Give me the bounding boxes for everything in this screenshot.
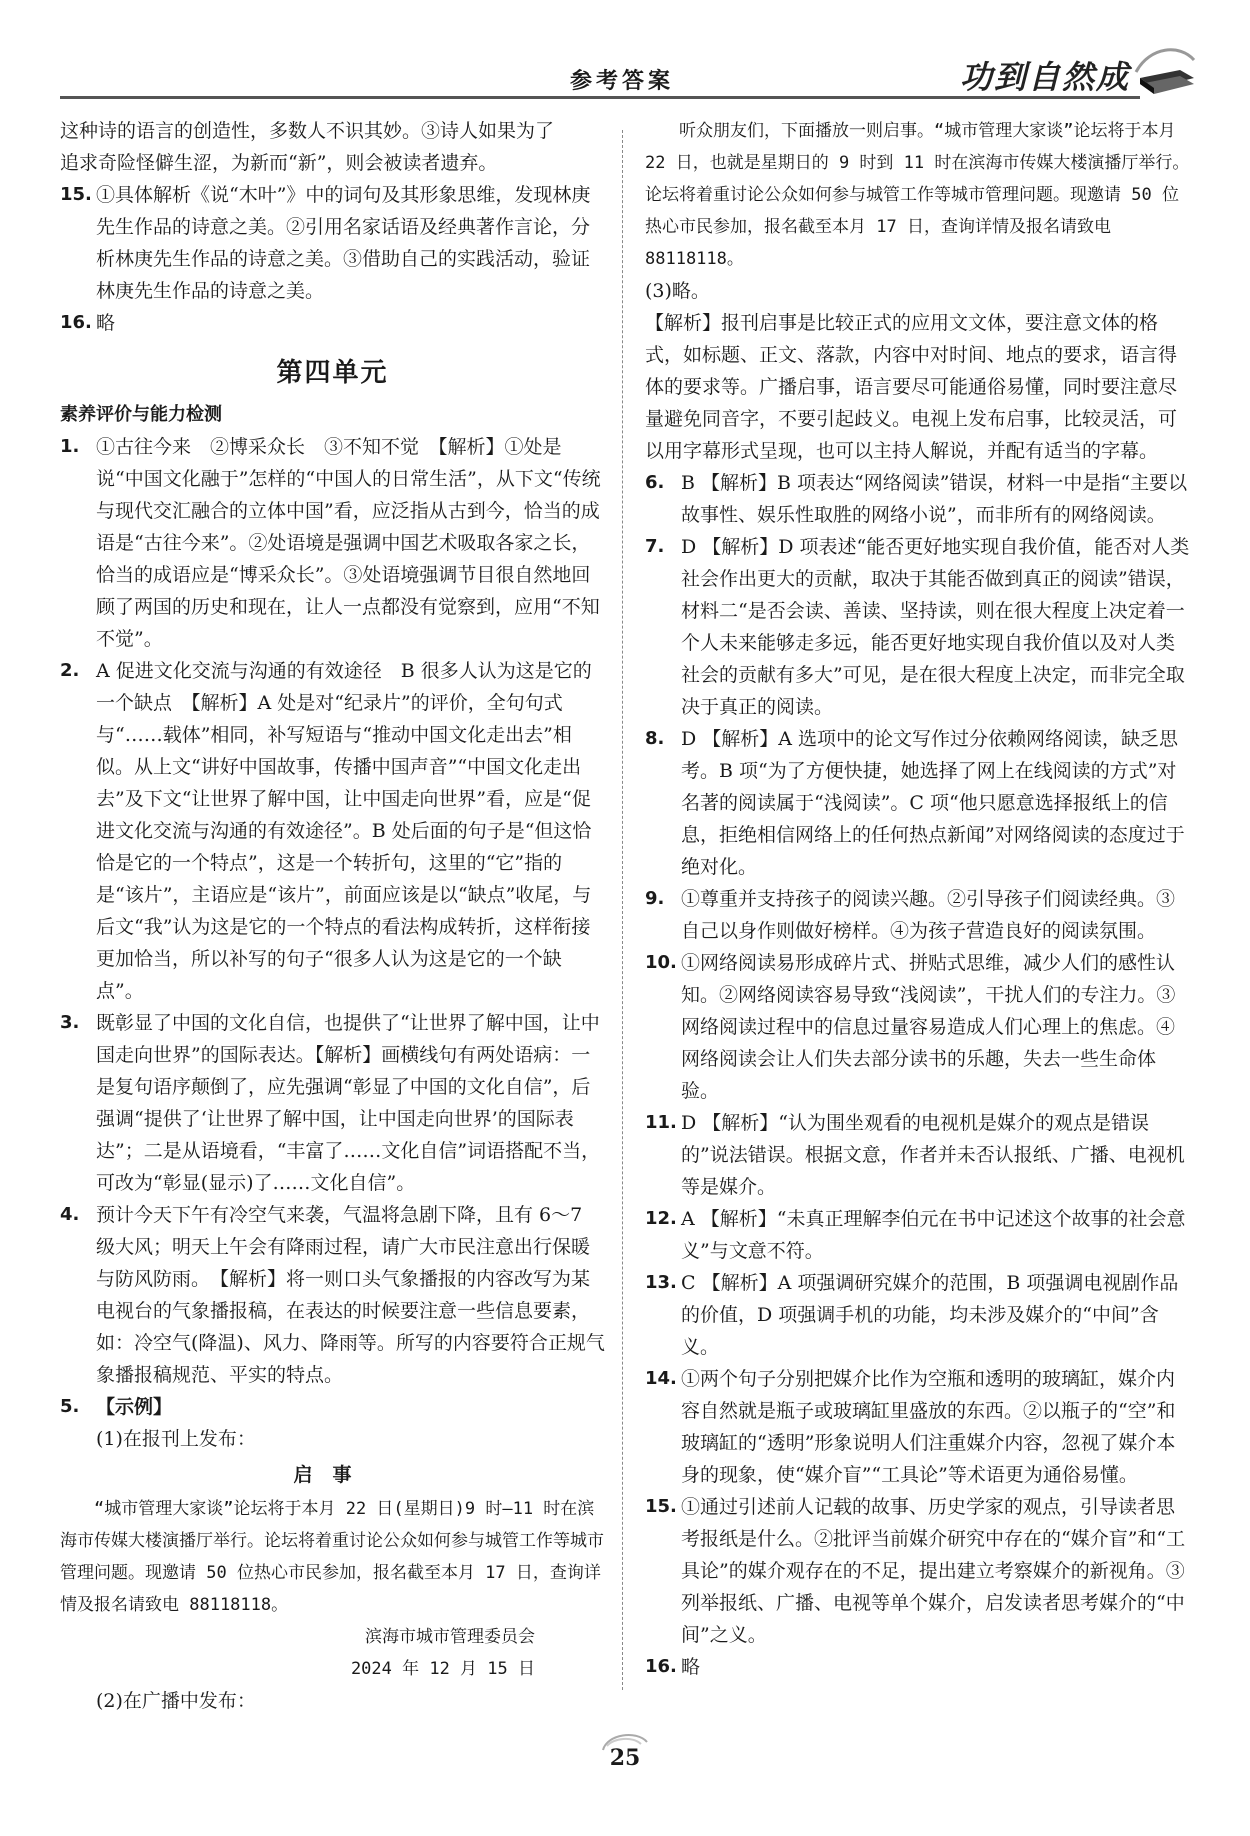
header-title: 参考答案 [570,69,675,94]
answer-item-11 [645,1107,1190,1203]
item-text: ①具体解析《说“木叶”》中的词句及其形象思维，发现林庚先生作品的诗意之美。②引用名家话语及经典著作言论，分析林庚先生作品的诗意之美。③借助自己的实践活动，验证林庚先生作品的诗意之美。 [96,184,591,302]
answer-item-1 [60,431,605,655]
item-text: 预计今天下午有冷空气来袭，气温将急剧下降，且有 6～7 级大风；明天上午会有降雨过程，请广大市民注意出行保暖与防风防雨。 【解析】将一则口头气象播报的内容改写为某电视台的气象播报稿，在表达的时候要注意一些信息要素，如：冷空气(降温)、风力、降雨等。所写的内容要符合正规气象播报稿规范、平实的特点。 [96,1204,605,1386]
section-title: 素养评价与能力检测 [60,404,222,425]
answer-item-16-right [645,1651,1190,1683]
item-number: 16. [60,312,92,333]
item-text: D 【解析】A 选项中的论文写作过分依赖网络阅读，缺乏思考。B 项“为了方便快捷，她选择了网上在线阅读的方式”对名著的阅读属于“浅阅读”。C 项“他只愿意选择报纸上的信息，拒绝相信网络上的任何热点新闻”对网络阅读的态度过于绝对化。 [681,728,1185,878]
item-text: C 【解析】A 项强调研究媒介的范围，B 项强调电视剧作品的价值，D 项强调手机的功能，均未涉及媒介的“中间”含义。 [681,1272,1179,1358]
column-divider [622,130,623,1690]
item-text: D 【解析】“认为围坐观看的电视机是媒介的观点是错误的”说法错误。根据文意，作者并未否认报纸、广播、电视机等是媒介。 [681,1112,1185,1198]
item-text: ①尊重并支持孩子的阅读兴趣。②引导孩子们阅读经典。③自己以身作则做好榜样。④为孩子营造良好的阅读氛围。 [681,888,1176,942]
answer-item-3 [60,1007,605,1199]
answer-item-14 [645,1363,1190,1491]
item-number: 7. [645,536,665,557]
answer-item-6 [645,467,1190,531]
item-number: 15. [60,184,92,205]
item-number: 13. [645,1272,677,1293]
answer-item-13 [645,1267,1190,1363]
item-text: ①通过引述前人记载的故事、历史学家的观点，引导读者思考报纸是什么。②批评当前媒介研究中存在的“媒介盲”和“工具论”的媒介观存在的不足，提出建立考察媒介的新视角。③列举报纸、广播、电视等单个媒介，启发读者思考媒介的“中间”之义。 [681,1496,1186,1646]
item-number: 9. [645,888,665,909]
left-column [60,115,605,1717]
item-number: 6. [645,472,665,493]
item-number: 2. [60,660,80,681]
brand-logo: 功到自然成 [959,58,1130,96]
continued-text-line2: 追求奇险怪僻生涩，为新而“新”，则会被读者遗弃。 [60,152,498,174]
answer-item-4 [60,1199,605,1391]
notice-organization: 滨海市城市管理委员会 [365,1627,535,1647]
item-text: 略 [681,1656,701,1678]
item-text: 既彰显了中国的文化自信，也提供了“让世界了解中国，让中国走向世界”的国际表达。【解析】画横线句有两处语病：一是复句语序颠倒了，应先强调“彰显了中国的文化自信”，后强调“提供了‘让世界了解中国，让中国走向世界’的国际表达”；二是从语境看，“丰富了……文化自信”词语搭配不当，可改为“彰显(显示)了……文化自信”。 [96,1012,601,1194]
answer-item-10 [645,947,1190,1107]
item-5-analysis: 【解析】报刊启事是比较正式的应用文文体，要注意文体的格式，如标题、正文、落款，内容中对时间、地点的要求，语言得体的要求等。广播启事，语言要尽可能通俗易懂，同时要注意尽量避免同音字，不要引起歧义。电视上发布启事，比较灵活，可以用字幕形式呈现，也可以主持人解说，并配有适当的字幕。 [645,312,1178,462]
item-number: 14. [645,1368,677,1389]
right-column [645,115,1190,1683]
answer-item-5 [60,1391,605,1423]
notice-body: “城市管理大家谈”论坛将于本月 22 日(星期日)9 时—11 时在滨海市传媒大楼演播厅举行。论坛将着重讨论公众如何参与城管工作等城市管理问题。现邀请 50 位热心市民参加，报名截至本月 17 日，查询详情及报名请致电 88118118。 [60,1499,604,1615]
answer-item-15-right [645,1491,1190,1651]
notice-title: 启事 [293,1464,372,1486]
notice-date: 2024 年 12 月 15 日 [350,1659,535,1679]
item-number: 8. [645,728,665,749]
books-icon [1130,42,1200,102]
item-number: 15. [645,1496,677,1517]
answer-item-12 [645,1203,1190,1267]
sub-item-tv: (3)略。 [645,280,710,302]
item-number: 4. [60,1204,80,1225]
answer-item-7 [645,531,1190,723]
item-number: 12. [645,1208,677,1229]
item-number: 11. [645,1112,677,1133]
continued-text-line1: 这种诗的语言的创造性，多数人不识其妙。③诗人如果为了 [60,120,555,142]
item-number: 5. [60,1396,80,1417]
item-number: 16. [645,1656,677,1677]
item-text: ①网络阅读易形成碎片式、拼贴式思维，减少人们的感性认知。②网络阅读容易导致“浅阅读”，干扰人们的专注力。③网络阅读过程中的信息过量容易造成人们心理上的焦虑。④网络阅读会让人们失去部分读书的乐趣，失去一些生命体验。 [681,952,1176,1102]
page-number: 25 [609,1745,641,1771]
sub-item-newspaper: (1)在报刊上发布： [96,1428,256,1450]
item-text: ①古往今来 ②博采众长 ③不知不觉 【解析】①处是说“中国文化融于”怎样的“中国人的日常生活”，从下文“传统与现代交汇融合的立体中国”看，应泛指从古到今，恰当的成语是“古往今来”。②处语境是强调中国艺术吸取各家之长，恰当的成语应是“博采众长”。③处语境强调节目很自然地回顾了两国的历史和现在，让人一点都没有觉察到，应用“不知不觉”。 [96,436,601,650]
item-text: ①两个句子分别把媒介比作为空瓶和透明的玻璃缸，媒介内容自然就是瓶子或玻璃缸里盛放的东西。②以瓶子的“空”和玻璃缸的“透明”形象说明人们注重媒介内容，忽视了媒介本身的现象，使“媒介盲”“工具论”等术语更为通俗易懂。 [681,1368,1176,1486]
answer-item-15 [60,179,605,307]
unit-title: 第四单元 [276,358,389,388]
answer-item-8 [645,723,1190,883]
page-header [60,42,1200,98]
item-number: 3. [60,1012,80,1033]
header-rule [60,96,1140,99]
sub-item-broadcast: (2)在广播中发布： [96,1690,256,1712]
item-number: 1. [60,436,80,457]
answer-item-2 [60,655,605,1007]
item-text: D 【解析】D 项表述“能否更好地实现自我价值，能否对人类社会作出更大的贡献，取决于其能否做到真正的阅读”错误，材料二“是否会读、善读、坚持读，则在很大程度上决定着一个人未来能够走多远，能否更好地实现自我价值以及对人类社会的贡献有多大”可见，是在很大程度上决定，而非完全取决于真正的阅读。 [681,536,1190,718]
broadcast-text: 听众朋友们，下面播放一则启事。“城市管理大家谈”论坛将于本月 22 日，也就是星期日的 9 时到 11 时在滨海市传媒大楼演播厅举行。论坛将着重讨论公众如何参与城管工作等城市管理问题。现邀请 50 位热心市民参加，报名截至本月 17 日，查询详情及报名请致电 88118118。 [645,121,1190,269]
example-label: 【示例】 [96,1396,173,1418]
item-number: 10. [645,952,677,973]
item-text: A 促进文化交流与沟通的有效途径 B 很多人认为这是它的一个缺点 【解析】A 处是对“纪录片”的评价，全句句式与“……载体”相同，补写短语与“推动中国文化走出去”相似。从上文“讲好中国故事，传播中国声音”“中国文化走出去”及下文“让世界了解中国，让中国走向世界”看，应是“促进文化交流与沟通的有效途径”。B 处后面的句子是“但这恰恰是它的一个特点”，这是一个转折句，这里的“它”指的是“该片”，主语应是“该片”，前面应该是以“缺点”收尾，与后文“我”认为这是它的一个特点的看法构成转折，这样衔接更加恰当，所以补写的句子“很多人认为这是它的一个缺点”。 [96,660,592,1002]
answer-item-16 [60,307,605,339]
item-text: B 【解析】B 项表达“网络阅读”错误，材料一中是指“主要以故事性、娱乐性取胜的网络小说”，而非所有的网络阅读。 [681,472,1188,526]
item-text: 略 [96,312,116,334]
item-text: A 【解析】“未真正理解李伯元在书中记述这个故事的社会意义”与文意不符。 [681,1208,1186,1262]
answer-item-9 [645,883,1190,947]
